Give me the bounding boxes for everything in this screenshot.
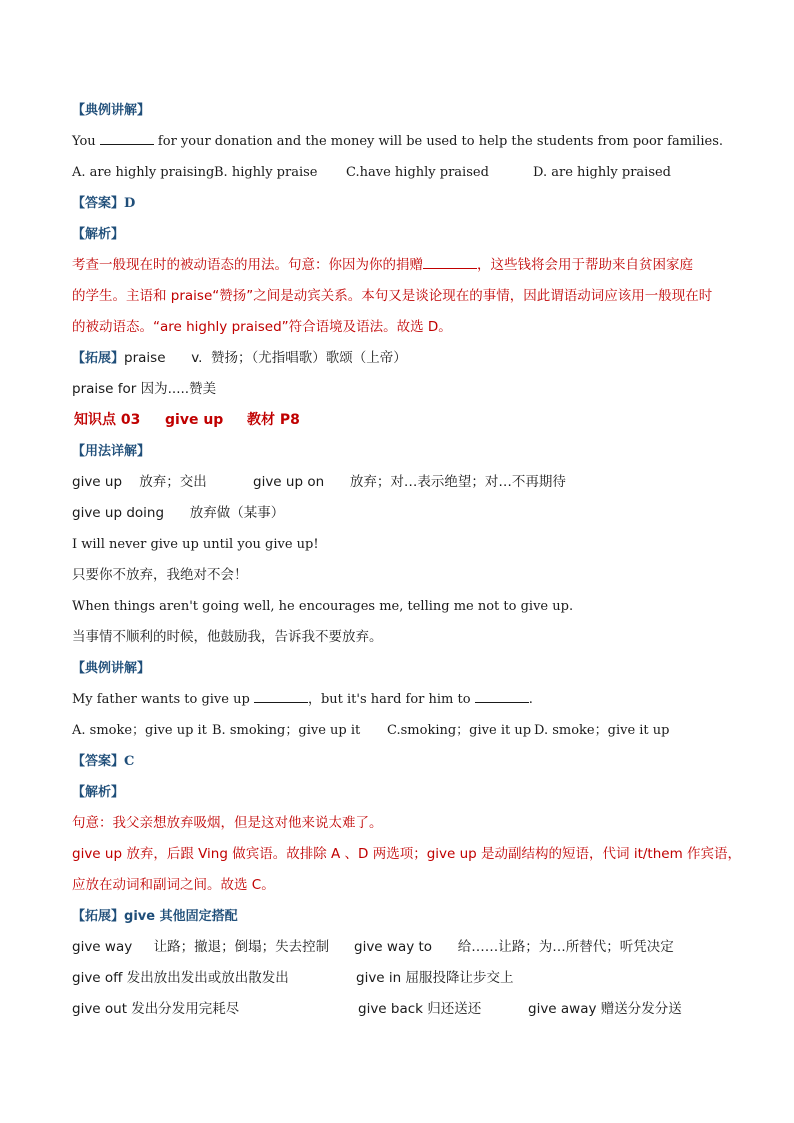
phrase-row-3: give out 发出分发用完耗尽 give back 归还送还 give away 赠送分发分送 — [72, 1001, 682, 1017]
example1-answer: 【答案】D — [72, 196, 136, 211]
example2-analysis-tag: 【解析】 — [72, 785, 125, 800]
analysis-blank — [423, 254, 477, 269]
usage-row2: give up doing 放弃做（某事） — [72, 505, 285, 521]
knowledge-source: 教材 P8 — [247, 412, 300, 428]
knowledge-phrase: give up — [165, 412, 224, 428]
example2-analysis-line3: 应放在动词和副词之间。故选 C。 — [72, 877, 275, 893]
option-d: D. smoke；give it up — [534, 723, 670, 738]
example2-analysis-line2: give up 放弃，后跟 Ving 做宾语。故排除 A 、D 两选项；give up 是动副结构的短语，代词 it/them 作宾语， — [72, 846, 742, 862]
phrase-row-2: give off 发出放出发出或放出散发出 give in 屈服投降让步交上 — [72, 970, 514, 986]
usage-row1: give up 放弃；交出 give up on 放弃；对…表示绝望；对…不再期待 — [72, 474, 566, 490]
option-b: B. smoking；give up it — [212, 723, 361, 738]
answer-blank — [100, 130, 154, 145]
knowledge-number: 知识点 03 — [74, 412, 141, 428]
example2-analysis-line1: 句意：我父亲想放弃吸烟，但是这对他来说太难了。 — [72, 815, 383, 831]
answer-blank — [254, 688, 308, 703]
document-page — [72, 95, 742, 1025]
example1-analysis-line3: 的被动语态。“are highly praised”符合语境及语法。故选 D。 — [72, 319, 452, 335]
usage-tag: 【用法详解】 — [72, 444, 151, 459]
section-tag: 【典例讲解】 — [72, 103, 151, 118]
example1-options — [72, 157, 732, 188]
extend-title: give 其他固定搭配 — [124, 909, 238, 924]
option-d: D. are highly praised — [533, 165, 672, 180]
example2-question: My father wants to give up ，but it's hard for him to . — [72, 684, 732, 715]
answer-value: D — [124, 196, 136, 211]
example2-options — [72, 715, 732, 746]
knowledge-heading — [72, 405, 732, 436]
example1-analysis-line2: 的学生。主语和 praise“赞扬”之间是动宾关系。本句又是谈论现在的事情，因此谓语动词应该用一般现在时 — [72, 288, 713, 304]
phrase-row-1: give way 让路；撤退；倒塌；失去控制 give way to 给……让路；为…所替代；听凭决定 — [72, 939, 674, 955]
option-a: A. are highly praising — [72, 165, 215, 180]
example2-tag: 【典例讲解】 — [72, 661, 151, 676]
option-b: B. highly praise — [214, 165, 318, 180]
example2-answer: 【答案】C — [72, 754, 135, 769]
option-c: C.smoking；give it up — [387, 723, 532, 738]
example1-question: You for your donation and the money will be used to help the students from poor families. — [72, 126, 732, 157]
answer-blank — [475, 688, 529, 703]
example1-analysis-line1: 考查一般现在时的被动语态的用法。句意：你因为你的捐赠 ，这些钱将会用于帮助来自贫困家庭 — [72, 250, 732, 281]
option-c: C.have highly praised — [346, 165, 489, 180]
option-a: A. smoke；give up it — [72, 723, 207, 738]
example2-extend: 【拓展】give 其他固定搭配 — [72, 909, 238, 924]
example1-tag — [72, 95, 732, 126]
usage-ex2-en: When things aren't going well, he encourages me, telling me not to give up. — [72, 599, 574, 614]
answer-value: C — [124, 754, 135, 769]
usage-ex1-en: I will never give up until you give up! — [72, 537, 319, 552]
example1-extend: 【拓展】praise v. 赞扬；（尤指唱歌）歌颂（上帝） — [72, 350, 407, 366]
example1-analysis-tag: 【解析】 — [72, 227, 125, 242]
usage-ex2-zh: 当事情不顺利的时候，他鼓励我，告诉我不要放弃。 — [72, 629, 383, 645]
usage-ex1-zh: 只要你不放弃，我绝对不会！ — [72, 567, 248, 583]
example1-extend-line2: praise for 因为.....赞美 — [72, 381, 217, 397]
